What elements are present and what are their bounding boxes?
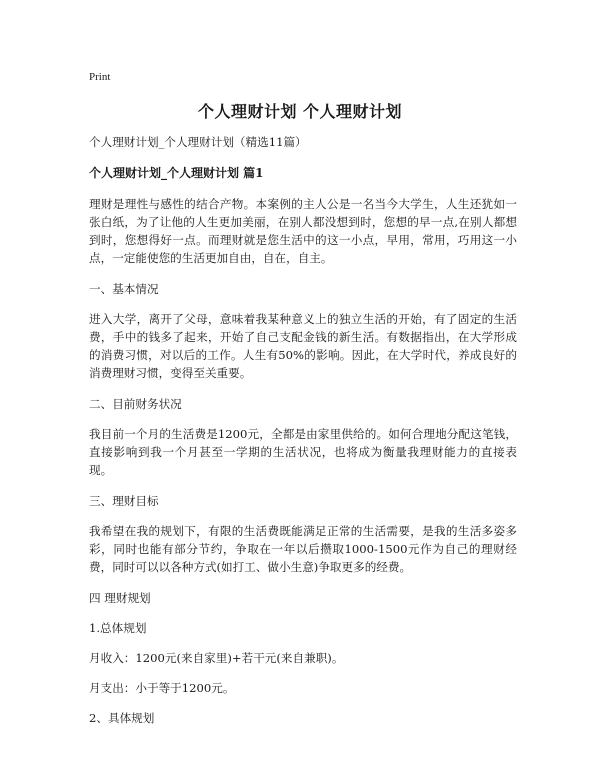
page-title: 个人理财计划 个人理财计划 [197, 102, 403, 121]
section-text-basic: 进入大学，离开了父母，意味着我某种意义上的独立生活的开始，有了固定的生活费，手中的钱多了起来，开始了自己支配金钱的新生活。有数据指出，在大学形成的消费习惯，对以后的工作。人生有50%的影响。因此，在大学时代，养成良好的消费理财习惯，变得至关重要。 [89, 312, 517, 380]
section-heading-goal: 三、理财目标 [89, 494, 159, 508]
expense-line: 月支出：小于等于1200元。 [89, 681, 235, 695]
article-title: 个人理财计划_个人理财计划 篇1 [89, 166, 264, 180]
subsection-heading-overall: 1.总体规划 [89, 621, 147, 635]
section-heading-basic: 一、基本情况 [89, 282, 159, 296]
section-heading-plan: 四 理财规划 [89, 591, 151, 605]
document-subtitle: 个人理财计划_个人理财计划（精选11篇） [89, 135, 307, 149]
intro-paragraph: 理财是理性与感性的结合产物。本案例的主人公是一名当今大学生，人生还犹如一张白纸，为了让他的人生更加美丽，在别人都没想到时，您想的早一点,在别人都想到时，您想得好一点。而理财就是您生活中的这一小点，早用，常用，巧用这一小点，一定能使您的生活更加自由，自在，自主。 [89, 197, 517, 265]
section-heading-finance: 二、目前财务状况 [89, 397, 182, 411]
subsection-heading-detail: 2、具体规划 [89, 711, 155, 725]
income-line: 月收入：1200元(来自家里)+若干元(来自兼职)。 [89, 651, 344, 665]
section-text-goal: 我希望在我的规划下，有限的生活费既能满足正常的生活需要，是我的生活多姿多彩，同时也能有部分节约，争取在一年以后攒取1000-1500元作为自己的理财经费，同时可以以各种方式(如打工、做小生意)争取更多的经费。 [89, 524, 517, 574]
section-text-finance: 我目前一个月的生活费是1200元，全都是由家里供给的。如何合理地分配这笔钱，直接影响到我一个月甚至一学期的生活状况，也将成为衡量我理财能力的直接表现。 [89, 427, 517, 477]
print-link[interactable]: Print [89, 71, 111, 83]
document-body [89, 133, 517, 739]
